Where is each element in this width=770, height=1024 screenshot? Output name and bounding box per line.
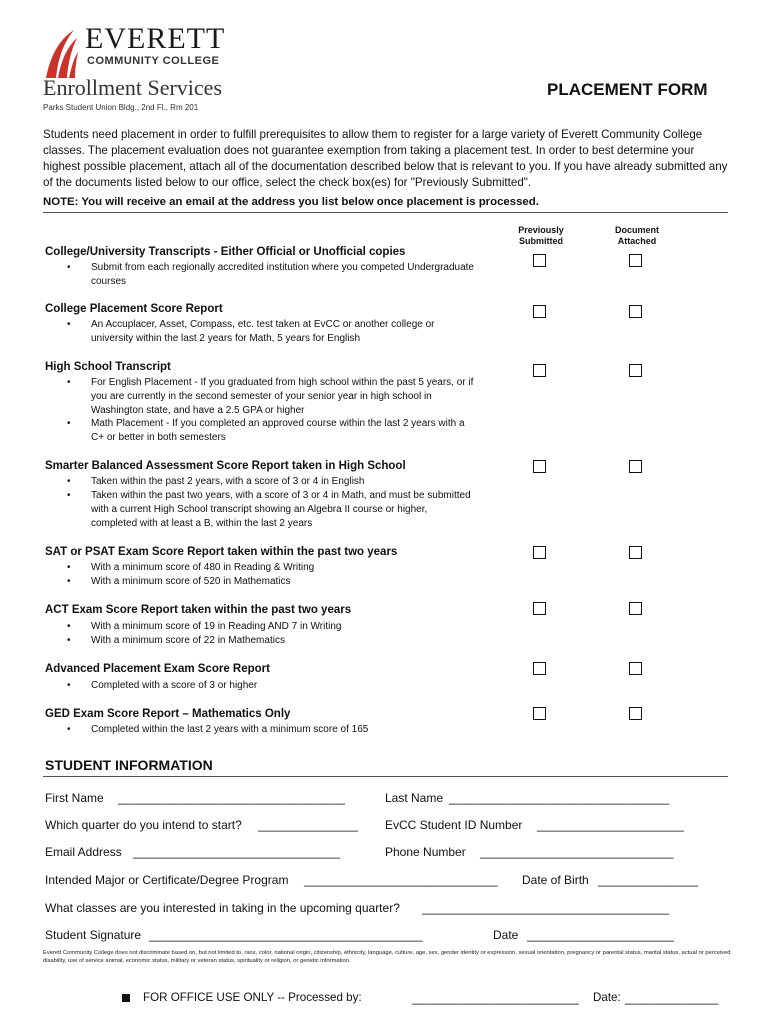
signature-field[interactable]: _________________________________________ bbox=[149, 928, 423, 942]
first-name-field[interactable]: __________________________________ bbox=[118, 791, 345, 805]
checkbox-previously-submitted-sat[interactable] bbox=[533, 546, 546, 559]
section-bullet: With a minimum score of 480 in Reading & Writing bbox=[91, 562, 315, 573]
email-label: Email Address bbox=[45, 845, 122, 859]
checkbox-document-attached-hs-transcript[interactable] bbox=[629, 364, 642, 377]
section-bullet: Taken within the past 2 years, with a score of 3 or 4 in English bbox=[91, 476, 365, 487]
bullet: • bbox=[67, 319, 71, 330]
classes-field[interactable]: _____________________________________ bbox=[422, 901, 669, 915]
nondiscrimination-statement: Everett Community College does not discriminate based on, but not limited to, race, color, national origin, citizenship, ethnicity, language, culture, age, sex, gender identity or expression, sexual orientation, pregnancy or parental status, marital status, actual or perceived disability, use of service animal, economic status, military or veteran status, spirituality or religion, or genetic information. bbox=[43, 950, 731, 964]
checkbox-document-attached-ap[interactable] bbox=[629, 662, 642, 675]
square-bullet-icon bbox=[122, 994, 130, 1002]
bullet: • bbox=[67, 621, 71, 632]
checkbox-document-attached-sat[interactable] bbox=[629, 546, 642, 559]
checkbox-document-attached-act[interactable] bbox=[629, 602, 642, 615]
checkbox-previously-submitted-ap[interactable] bbox=[533, 662, 546, 675]
checkbox-document-attached-transcripts[interactable] bbox=[629, 254, 642, 267]
page-title: PLACEMENT FORM bbox=[547, 80, 708, 99]
section-bullet: An Accuplacer, Asset, Compass, etc. test taken at EvCC or another college or university within the last 2 years for Math, 5 years for English bbox=[91, 319, 435, 344]
student-info-title: STUDENT INFORMATION bbox=[45, 757, 213, 773]
office-date-label: Date: bbox=[593, 991, 621, 1004]
checkbox-previously-submitted-ged[interactable] bbox=[533, 707, 546, 720]
classes-label: What classes are you interested in taking in the upcoming quarter? bbox=[45, 901, 400, 915]
date-label: Date bbox=[493, 928, 519, 942]
bullet: • bbox=[67, 377, 71, 388]
checkbox-previously-submitted-transcripts[interactable] bbox=[533, 254, 546, 267]
section-bullet: Submit from each regionally accredited institution where you competed Undergraduate courses bbox=[91, 262, 474, 287]
bullet: • bbox=[67, 724, 71, 735]
bullet: • bbox=[67, 490, 71, 501]
major-label: Intended Major or Certificate/Degree Program bbox=[45, 873, 289, 887]
section-bullet: Completed with a score of 3 or higher bbox=[91, 680, 258, 691]
logo-subtitle: COMMUNITY COLLEGE bbox=[87, 55, 220, 67]
quarter-label: Which quarter do you intend to start? bbox=[45, 818, 242, 832]
checkbox-previously-submitted-hs-transcript[interactable] bbox=[533, 364, 546, 377]
section-title-sat: SAT or PSAT Exam Score Report taken within the past two years bbox=[45, 546, 398, 558]
section-bullet: Taken within the past two years, with a score of 3 or 4 in Math, and must be submitted with a current High School transcript showing an Algebra II course or higher, completed with at least a B, within the last 2 years bbox=[91, 490, 471, 529]
dob-label: Date of Birth bbox=[522, 873, 589, 887]
bullet: • bbox=[67, 418, 71, 429]
section-title-smarter-balanced: Smarter Balanced Assessment Score Report taken in High School bbox=[45, 460, 406, 472]
date-field[interactable]: ______________________ bbox=[527, 928, 674, 942]
bullet: • bbox=[67, 476, 71, 487]
checkbox-document-attached-ged[interactable] bbox=[629, 707, 642, 720]
phone-label: Phone Number bbox=[385, 845, 466, 859]
section-bullet: Completed within the last 2 years with a minimum score of 165 bbox=[91, 724, 369, 735]
bullet: • bbox=[67, 635, 71, 646]
checkbox-previously-submitted-act[interactable] bbox=[533, 602, 546, 615]
office-address: Parks Student Union Bldg., 2nd Fl., Rm 201 bbox=[43, 103, 199, 112]
last-name-label: Last Name bbox=[385, 791, 444, 805]
checkbox-document-attached-smarter-balanced[interactable] bbox=[629, 460, 642, 473]
email-field[interactable]: _______________________________ bbox=[133, 845, 340, 859]
section-bullet: With a minimum score of 22 in Mathematics bbox=[91, 635, 285, 646]
first-name-label: First Name bbox=[45, 791, 104, 805]
section-bullet: With a minimum score of 520 in Mathematics bbox=[91, 576, 291, 587]
logo-wordmark: EVERETT bbox=[85, 22, 226, 55]
column-header-document-attached: Document Attached bbox=[614, 225, 659, 246]
divider bbox=[43, 212, 728, 213]
department-name: Enrollment Services bbox=[43, 75, 223, 100]
section-title-high-school-transcript: High School Transcript bbox=[45, 361, 171, 373]
section-bullet: For English Placement - If you graduated from high school within the past 5 years, or if you are currently in the second semester of your senior year in high school in Washington state, and have a 2.5 GPA or higher bbox=[91, 377, 474, 416]
processed-by-field[interactable]: _________________________ bbox=[412, 991, 579, 1005]
phone-field[interactable]: _____________________________ bbox=[480, 845, 674, 859]
student-id-label: EvCC Student ID Number bbox=[385, 818, 523, 832]
checkbox-document-attached-placement-score[interactable] bbox=[629, 305, 642, 318]
office-use-label: FOR OFFICE USE ONLY -- Processed by: bbox=[143, 991, 362, 1004]
bullet: • bbox=[67, 562, 71, 573]
office-date-field[interactable]: ______________ bbox=[625, 991, 719, 1005]
quarter-field[interactable]: _______________ bbox=[258, 818, 359, 832]
bullet: • bbox=[67, 680, 71, 691]
checkbox-previously-submitted-smarter-balanced[interactable] bbox=[533, 460, 546, 473]
section-title-ap: Advanced Placement Exam Score Report bbox=[45, 663, 270, 675]
section-title-ged: GED Exam Score Report – Mathematics Only bbox=[45, 708, 291, 720]
student-id-field[interactable]: ______________________ bbox=[537, 818, 684, 832]
section-title-act: ACT Exam Score Report taken within the past two years bbox=[45, 604, 352, 616]
bullet: • bbox=[67, 576, 71, 587]
college-logo-icon bbox=[44, 28, 78, 78]
major-field[interactable]: _____________________________ bbox=[304, 873, 498, 887]
section-bullet: With a minimum score of 19 in Reading AND 7 in Writing bbox=[91, 621, 342, 632]
email-note: NOTE: You will receive an email at the address you list below once placement is processed. bbox=[43, 196, 539, 208]
section-bullet: Math Placement - If you completed an approved course within the last 2 years with a C+ or better in both semesters bbox=[91, 418, 465, 443]
bullet: • bbox=[67, 262, 71, 273]
column-header-previously-submitted: Previously Submitted bbox=[518, 225, 564, 246]
checkbox-previously-submitted-placement-score[interactable] bbox=[533, 305, 546, 318]
section-title-transcripts: College/University Transcripts - Either Official or Unofficial copies bbox=[45, 246, 406, 258]
signature-label: Student Signature bbox=[45, 928, 142, 942]
last-name-field[interactable]: _________________________________ bbox=[449, 791, 670, 805]
dob-field[interactable]: _______________ bbox=[598, 873, 699, 887]
divider bbox=[43, 776, 728, 777]
section-title-placement-score: College Placement Score Report bbox=[45, 303, 223, 315]
intro-paragraph: Students need placement in order to fulfill prerequisites to allow them to register for a large variety of Everett Community College classes. The placement evaluation does not guarantee exemption from taking a placement test. In order to best determine your highest possible placement, attach all of the documentation described below that is relevant to you. If you have already submitted any of the documents listed below to our office, select the check box(es) for "Previously Submitted". bbox=[43, 128, 728, 189]
